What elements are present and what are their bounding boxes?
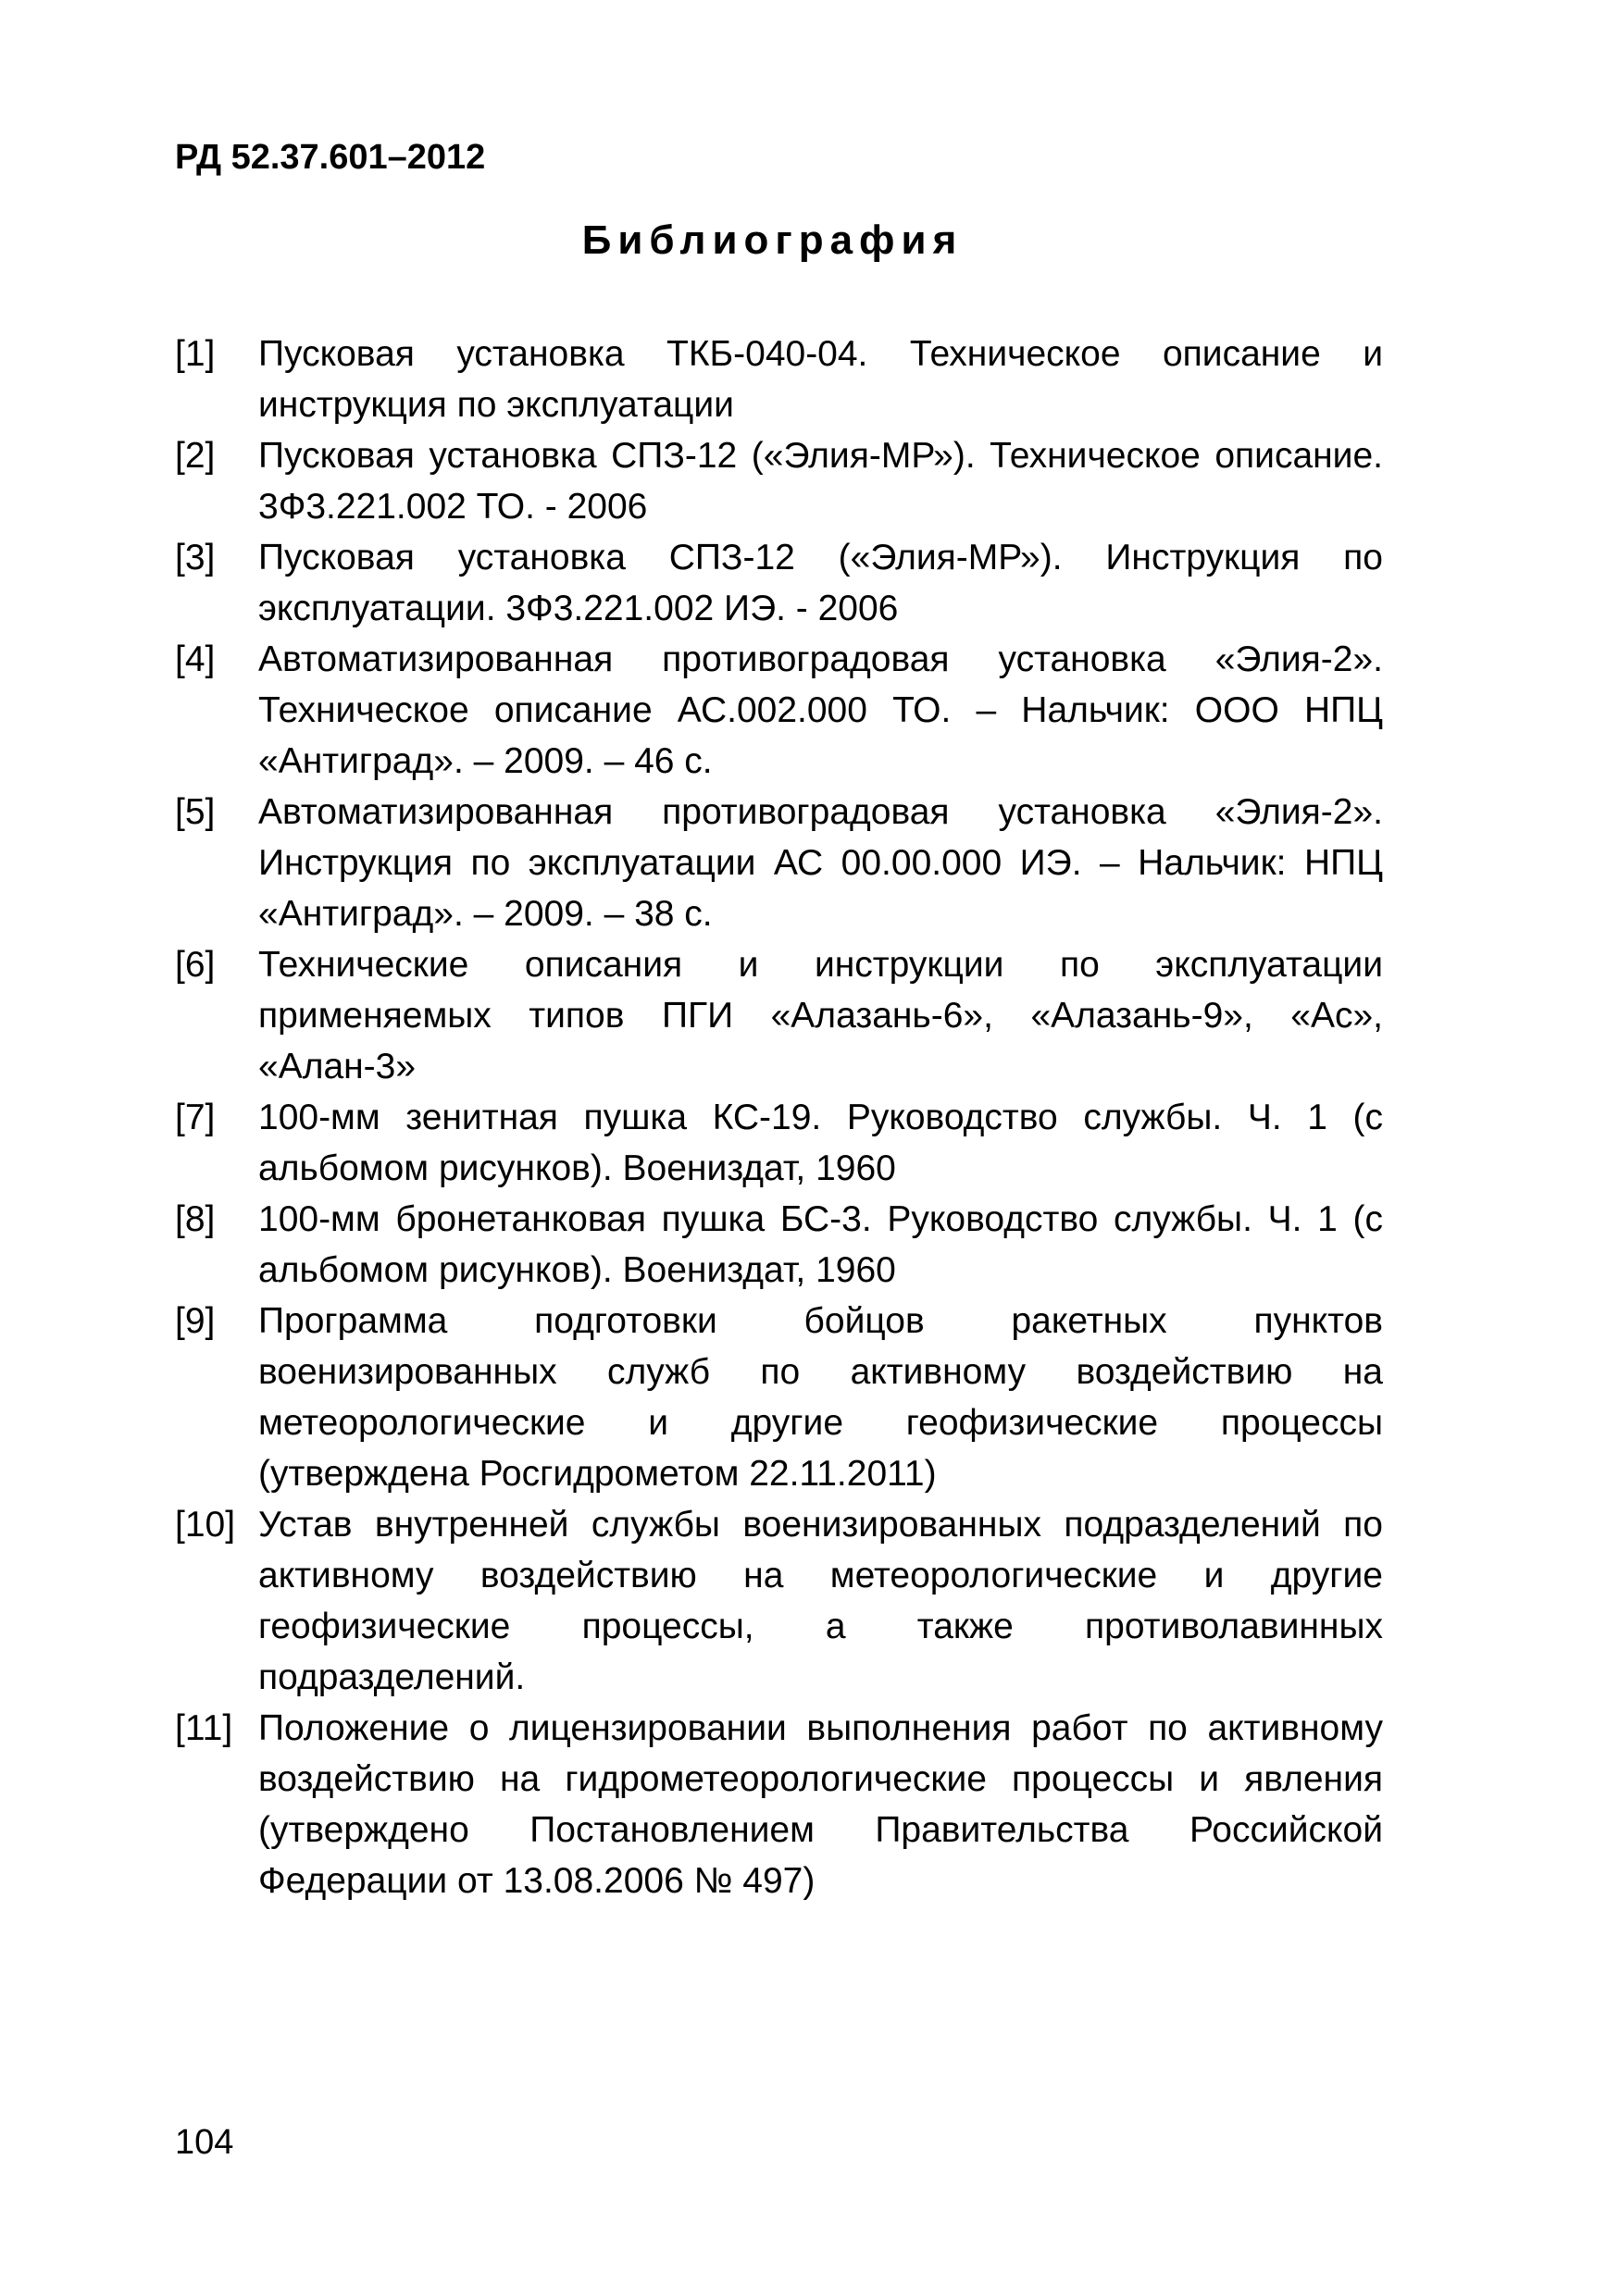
bibliography-entry <box>175 1703 1383 1906</box>
bibliography-entry <box>175 329 1383 430</box>
entry-text: Программа подготовки бойцов ракетных пунктов военизированных служб по активному воздействию на метеорологические и другие геофизические процессы (утверждена Росгидрометом 22.11.2011) <box>258 1301 1383 1494</box>
document-code: РД 52.37.601–2012 <box>175 138 486 177</box>
entry-number: [7] <box>175 1098 216 1137</box>
bibliography-entry <box>175 430 1383 532</box>
entry-number: [8] <box>175 1199 216 1239</box>
entry-text: Устав внутренней службы военизированных подразделений по активному воздействию на метеорологические и другие геофизические процессы, а также противолавинных подразделений. <box>258 1505 1383 1697</box>
page-title: Библиография <box>581 217 964 263</box>
entry-text: Положение о лицензировании выполнения работ по активному воздействию на гидрометеорологические процессы и явления (утверждено Постановлением Правительства Российской Федерации от 13.08.2006 № 497) <box>258 1708 1383 1901</box>
entry-number: [3] <box>175 538 216 577</box>
entry-text: 100-мм зенитная пушка КС-19. Руководство службы. Ч. 1 (с альбомом рисунков). Воениздат, 1960 <box>258 1098 1383 1188</box>
bibliography-entry <box>175 532 1383 634</box>
bibliography-entry <box>175 634 1383 787</box>
entry-text: Пусковая установка ТКБ-040-04. Техническое описание и инструкция по эксплуатации <box>258 334 1383 425</box>
bibliography-entry <box>175 1194 1383 1296</box>
bibliography-entry <box>175 939 1383 1092</box>
entry-text: Пусковая установка СПЗ-12 («Элия-МР»). Инструкция по эксплуатации. 3Ф3.221.002 ИЭ. - 2006 <box>258 538 1383 628</box>
entry-number: [9] <box>175 1301 216 1341</box>
entry-text: Пусковая установка СПЗ-12 («Элия-МР»). Техническое описание. 3Ф3.221.002 ТО. - 2006 <box>258 436 1383 527</box>
entry-number: [11] <box>175 1708 233 1748</box>
bibliography-entry <box>175 787 1383 939</box>
entry-text: Автоматизированная противоградовая установка «Элия-2». Техническое описание АС.002.000 ТО. – Нальчик: ООО НПЦ «Антиград». – 2009. – 46 с. <box>258 639 1383 781</box>
entry-text: 100-мм бронетанковая пушка БС-3. Руководство службы. Ч. 1 (с альбомом рисунков). Воениздат, 1960 <box>258 1199 1383 1290</box>
entry-number: [4] <box>175 639 216 679</box>
page-number: 104 <box>175 2123 234 2162</box>
entry-number: [1] <box>175 334 216 374</box>
entry-text: Технические описания и инструкции по эксплуатации применяемых типов ПГИ «Алазань-6», «Алазань-9», «Ас», «Алан-3» <box>258 945 1383 1086</box>
entry-number: [2] <box>175 436 216 476</box>
bibliography-entry <box>175 1296 1383 1499</box>
entry-text: Автоматизированная противоградовая установка «Элия-2». Инструкция по эксплуатации АС 00.00.000 ИЭ. – Нальчик: НПЦ «Антиград». – 2009. – 38 с. <box>258 792 1383 934</box>
entry-number: [10] <box>175 1505 236 1545</box>
bibliography-list <box>175 329 1383 1906</box>
bibliography-entry <box>175 1092 1383 1194</box>
entry-number: [5] <box>175 792 216 832</box>
bibliography-entry <box>175 1499 1383 1703</box>
entry-number: [6] <box>175 945 216 985</box>
